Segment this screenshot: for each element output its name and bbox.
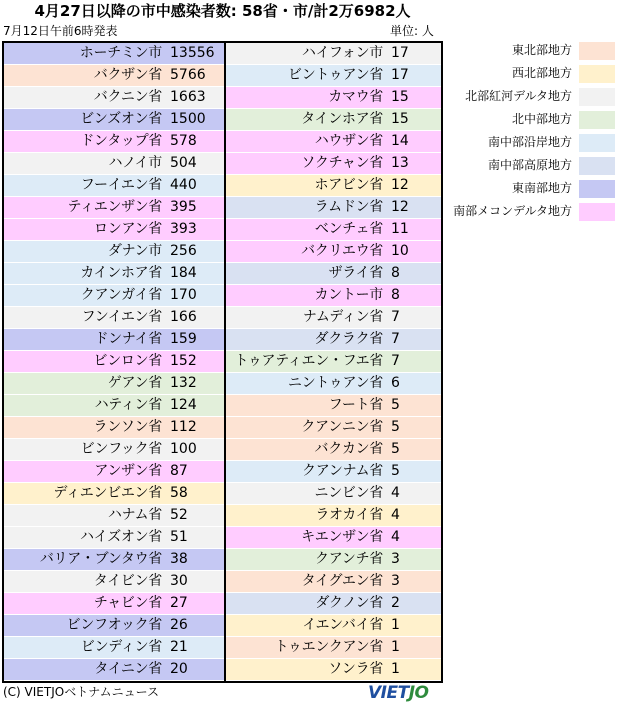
province-name: ロンアン省: [94, 221, 162, 237]
legend-label: 東南部地方: [511, 181, 572, 195]
table-row: [4, 439, 224, 461]
case-count: 13: [391, 155, 409, 171]
table-row: [226, 219, 441, 241]
case-count: 1: [391, 617, 400, 633]
case-count: 11: [391, 221, 409, 237]
case-count: 393: [170, 221, 197, 237]
table-row: [4, 219, 224, 241]
legend-swatch: [579, 65, 615, 83]
page-title: 4月27日以降の市中感染者数: 58省・市/計2万6982人: [34, 2, 411, 20]
table-row: [226, 615, 441, 637]
table-row: [226, 351, 441, 373]
table-row: [4, 65, 224, 87]
province-name: タイビン省: [93, 573, 162, 589]
table-row: [226, 461, 441, 483]
province-name: ビンズオン省: [80, 111, 162, 127]
table-row: [4, 351, 224, 373]
province-name: ビンフック省: [80, 441, 162, 457]
province-name: ハノイ市: [108, 155, 162, 171]
table-row: [226, 439, 441, 461]
table-row: [226, 43, 441, 65]
province-name: トゥエンクアン省: [274, 639, 383, 655]
table-row: [4, 593, 224, 615]
province-name: ラムドン省: [314, 199, 383, 215]
case-count: 5: [391, 463, 400, 479]
province-name: クアンニン省: [301, 419, 383, 435]
province-name: カマウ省: [328, 89, 383, 105]
legend-label: 北部紅河デルタ地方: [465, 89, 572, 103]
legend-item: [446, 63, 620, 86]
province-name: ディエンビエン省: [53, 485, 162, 501]
province-name: ホアビン省: [314, 177, 383, 193]
table-row: [226, 593, 441, 615]
table-row: [4, 307, 224, 329]
case-count: 5: [391, 441, 400, 457]
province-name: タイグエン省: [301, 573, 383, 589]
case-count: 87: [170, 463, 188, 479]
province-name: チャビン省: [93, 595, 162, 611]
table-row: [226, 329, 441, 351]
case-count: 1: [391, 639, 400, 655]
legend-swatch: [579, 134, 615, 152]
case-count: 12: [391, 199, 409, 215]
table-row: [4, 131, 224, 153]
province-name: ビンロン省: [93, 353, 162, 369]
table-row: [226, 483, 441, 505]
table-row: [226, 571, 441, 593]
case-count: 21: [170, 639, 188, 655]
province-name: ザライ省: [328, 265, 383, 281]
case-count: 8: [391, 287, 400, 303]
table-row: [4, 571, 224, 593]
province-name: バクリエウ省: [301, 243, 383, 259]
case-count: 112: [170, 419, 197, 435]
table-row: [4, 175, 224, 197]
case-count: 166: [170, 309, 197, 325]
table-row: [226, 307, 441, 329]
case-count: 504: [170, 155, 197, 171]
province-name: バクニン省: [93, 89, 162, 105]
legend-item: [446, 109, 620, 132]
province-name: ハナム省: [107, 507, 162, 523]
case-count: 30: [170, 573, 188, 589]
case-count: 15: [391, 89, 409, 105]
table-row: [4, 637, 224, 659]
legend-item: [446, 155, 620, 178]
case-count: 6: [391, 375, 400, 391]
province-name: ラオカイ省: [315, 507, 383, 523]
case-count: 440: [170, 177, 197, 193]
table-row: [4, 395, 224, 417]
province-name: ハイズオン省: [79, 529, 162, 545]
case-count: 38: [170, 551, 188, 567]
case-count: 578: [170, 133, 197, 149]
table-row: [4, 263, 224, 285]
province-name: クアンナム省: [302, 463, 383, 479]
province-name: アンザン省: [94, 463, 162, 479]
table-row: [4, 87, 224, 109]
province-name: バクカン省: [314, 441, 383, 457]
province-name: バクザン省: [93, 67, 162, 83]
table-row: [226, 417, 441, 439]
legend-swatch: [579, 42, 615, 60]
case-count: 17: [391, 45, 409, 61]
province-name: ニンビン省: [314, 485, 383, 501]
table-row: [226, 637, 441, 659]
case-count: 2: [391, 595, 400, 611]
province-name: ドンタップ省: [80, 133, 162, 149]
table-row: [4, 549, 224, 571]
legend-item: [446, 40, 620, 63]
case-count: 4: [391, 529, 400, 545]
table-row: [4, 329, 224, 351]
legend-label: 北中部地方: [511, 112, 572, 126]
province-name: ビンフオック省: [66, 617, 162, 633]
case-count: 7: [391, 353, 400, 369]
case-count: 132: [170, 375, 197, 391]
table-row: [226, 373, 441, 395]
legend-item: [446, 132, 620, 155]
province-name: ホーチミン市: [79, 45, 162, 61]
case-count: 58: [170, 485, 188, 501]
province-name: カントー市: [314, 287, 383, 303]
province-name: ゲアン省: [107, 375, 162, 391]
case-count: 159: [170, 331, 197, 347]
case-count: 1500: [170, 111, 206, 127]
table-right-column: [226, 43, 441, 681]
case-count: 152: [170, 353, 197, 369]
table-row: [4, 285, 224, 307]
table-row: [4, 373, 224, 395]
legend-swatch: [579, 203, 615, 221]
case-count: 7: [391, 331, 400, 347]
case-count: 184: [170, 265, 197, 281]
case-count: 20: [170, 661, 188, 677]
case-count: 14: [391, 133, 409, 149]
province-name: バリア・ブンタウ省: [39, 551, 162, 567]
province-name: ニントゥアン省: [288, 375, 383, 391]
unit-label: 単位: 人: [390, 24, 434, 38]
case-count: 27: [170, 595, 188, 611]
table-row: [226, 131, 441, 153]
province-name: フート省: [328, 397, 383, 413]
case-count: 4: [391, 507, 400, 523]
case-count: 5: [391, 397, 400, 413]
announcement-date: 7月12日午前6時発表: [3, 24, 118, 38]
case-count: 5: [391, 419, 400, 435]
table-row: [4, 43, 224, 65]
province-name: クアンガイ省: [80, 287, 162, 303]
table-row: [226, 527, 441, 549]
province-name: ソンラ省: [328, 661, 383, 677]
table-row: [4, 109, 224, 131]
case-count: 12: [391, 177, 409, 193]
table-row: [226, 263, 441, 285]
table-row: [226, 153, 441, 175]
table-row: [4, 659, 224, 681]
province-name: フーイエン省: [80, 177, 162, 193]
legend-label: 南中部沿岸地方: [487, 135, 572, 149]
table-row: [226, 505, 441, 527]
table-row: [226, 175, 441, 197]
legend-item: [446, 201, 620, 224]
table-row: [226, 65, 441, 87]
legend-swatch: [579, 180, 615, 198]
case-count: 52: [170, 507, 188, 523]
table-row: [4, 483, 224, 505]
legend-item: [446, 178, 620, 201]
case-count: 124: [170, 397, 197, 413]
province-name: ビントゥアン省: [288, 67, 383, 83]
legend-label: 南部メコンデルタ地方: [453, 204, 572, 218]
case-count: 15: [391, 111, 409, 127]
province-name: フンイエン省: [81, 309, 162, 325]
legend-label: 東北部地方: [511, 43, 572, 57]
province-name: カインホア省: [80, 265, 162, 281]
table-row: [226, 395, 441, 417]
case-count: 17: [391, 67, 409, 83]
legend-label: 南中部高原地方: [487, 158, 572, 172]
province-name: ベンチェ省: [314, 221, 383, 237]
table-row: [4, 461, 224, 483]
table-row: [226, 109, 441, 131]
province-name: トゥアティエン・フエ省: [234, 353, 383, 369]
case-count: 256: [170, 243, 197, 259]
copyright-footer: (C) VIETJOベトナムニュース: [3, 685, 160, 699]
case-count: 170: [170, 287, 197, 303]
table-row: [226, 549, 441, 571]
table-left-column: [4, 43, 224, 681]
province-name: ランソン省: [93, 419, 162, 435]
logo-text-viet: VIET: [368, 683, 409, 703]
case-count: 1: [391, 661, 400, 677]
table-row: [4, 241, 224, 263]
case-count: 1663: [170, 89, 206, 105]
province-name: ナムディン省: [302, 309, 383, 325]
table-row: [226, 241, 441, 263]
case-count: 8: [391, 265, 400, 281]
province-name: キエンザン省: [301, 529, 383, 545]
table-row: [226, 197, 441, 219]
province-name: ビンディン省: [80, 639, 162, 655]
province-name: ドンナイ省: [94, 331, 162, 347]
province-name: ハティン省: [94, 397, 162, 413]
province-name: ハウザン省: [314, 133, 383, 149]
table-row: [4, 505, 224, 527]
table-row: [4, 615, 224, 637]
province-name: イエンバイ省: [302, 617, 383, 633]
case-count: 3: [391, 551, 400, 567]
province-name: ティエンザン省: [67, 199, 162, 215]
legend-label: 西北部地方: [511, 66, 572, 80]
case-count: 51: [170, 529, 188, 545]
case-count: 13556: [170, 45, 215, 61]
case-count: 100: [170, 441, 197, 457]
legend-item: [446, 86, 620, 109]
legend-swatch: [579, 88, 615, 106]
table-row: [4, 197, 224, 219]
legend-swatch: [579, 111, 615, 129]
case-count: 26: [170, 617, 188, 633]
region-legend: [446, 40, 620, 224]
province-name: ハイフォン市: [301, 45, 383, 61]
province-name: ソクチャン省: [301, 155, 383, 171]
logo-text-jo: JO: [408, 683, 429, 703]
province-name: ダクラク省: [314, 331, 383, 347]
province-name: ダクノン省: [315, 595, 383, 611]
case-count: 5766: [170, 67, 206, 83]
case-count: 3: [391, 573, 400, 589]
case-count: 395: [170, 199, 197, 215]
province-name: タイニン省: [94, 661, 162, 677]
table-row: [226, 285, 441, 307]
province-name: ダナン市: [107, 243, 162, 259]
table-row: [226, 659, 441, 681]
province-name: タインホア省: [301, 111, 383, 127]
province-name: クアンチ省: [315, 551, 383, 567]
table-row: [4, 417, 224, 439]
table-row: [226, 87, 441, 109]
vietjo-logo: [368, 683, 428, 703]
case-count: 4: [391, 485, 400, 501]
table-row: [4, 153, 224, 175]
case-count-table: [2, 41, 443, 683]
case-count: 10: [391, 243, 409, 259]
table-row: [4, 527, 224, 549]
case-count: 7: [391, 309, 400, 325]
legend-swatch: [579, 157, 615, 175]
